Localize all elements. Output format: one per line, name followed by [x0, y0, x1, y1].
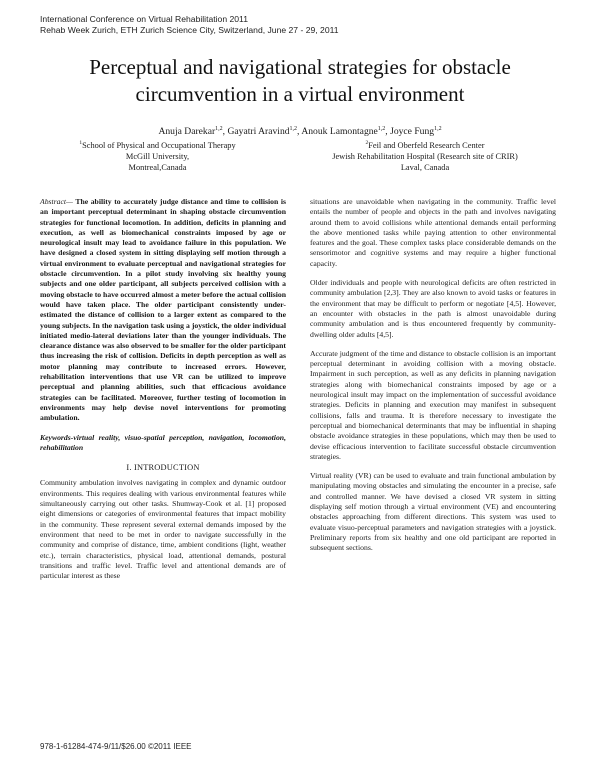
- conference-name: International Conference on Virtual Rehabilitation 2011: [40, 14, 248, 24]
- affiliation-left: $^1$School of Physical and Occupational Therapy McGill University, Montreal,Canada: [79, 140, 236, 172]
- keywords: Keywords-virtual reality, visuo-spatial perception, navigation, locomotion, rehabilitation: [40, 432, 286, 452]
- body-paragraph: Older individuals and people with neurological deficits are often restricted in community ambulation [2,3]. They are also known to avoid tasks or features in the environment that may be difficult to perform or negotiate [4,5]. However, an encounter with obstacles in the path is almost unavoidable during community ambulation and is thus encountered frequently by community-dwelling older adults [4,5].: [310, 278, 556, 339]
- author: Anuja Darekar$^{1,2}$,: [158, 125, 228, 137]
- abstract: Abstract— The ability to accurately judge distance and time to collision is an important perceptual determinant in shaping obstacle circumvention strategies for functional locomotion. In addition, deficits in planning and execution, as well as biomechanical constraints imposed by age or neurological insult may lead to avoidance failure in this population. We have designed a closed system in sitting displaying self motion through a virtual environment to evaluate perceptual and navigational strategies for obstacle circumvention. In a pilot study involving six healthy young subjects and one older participant, all subjects perceived collision with a moving obstacle to have occurred almost a meter before the actual collision would have taken place. The older participant consistently under-estimated the distance of collision to a larger extent as compared to the young subjects. In the navigation task using a joystick, the older individual initiated medio-lateral deviations later than the younger individuals. The clearance distance was also observed to be smaller for the older participant thus increasing the risk of collision. Deficits in depth perception as well as motor planning may contribute to increased errors. However, rehabilitation interventions that use VR can be utilized to improve perceptual and planning abilities, such that efficacious avoidance strategies can be facilitated. Moreover, further testing of locomotion in environments may help devise novel interventions for promoting ambulation.: [40, 197, 286, 423]
- copyright-footer: 978-1-61284-474-9/11/$26.00 ©2011 IEEE: [40, 742, 192, 751]
- title-line-2: circumvention in a virtual environment: [135, 82, 465, 106]
- section-heading-introduction: I. INTRODUCTION: [126, 463, 200, 473]
- affiliation-right: $^2$Feil and Oberfeld Research Center Jewish Rehabilitation Hospital (Research site of CRIR) Laval, Canada: [332, 140, 518, 172]
- right-column: [310, 197, 556, 563]
- left-column: [40, 197, 286, 590]
- author: Gayatri Aravind$^{1,2}$,: [227, 125, 302, 137]
- paper-title: [40, 54, 560, 108]
- body-paragraph: Accurate judgment of the time and distance to obstacle collision is an important perceptual determinant in avoiding collision with a moving obstacle. Impairment in such perception, as well as any deficits in planning navigation strategies along with biomechanical constraints imposed by age or a neurological insult may impact on the implementation of successful avoidance strategies. Deficits in planning and execution may manifest in subsequent collisions, falls and trauma. It is therefore necessary to investigate the perceptual and biomechanical determinants that may be influential in shaping obstacle avoidance strategies in these populations, which may then be used to devise efficacious intervention to facilitate successful obstacle circumvention strategies.: [310, 348, 556, 461]
- author-list: [40, 126, 560, 138]
- intro-paragraph: Community ambulation involves navigating in complex and dynamic outdoor environments. This requires dealing with various environmental features while simultaneously carrying out other tasks. Shumway-Cook et al. [1] proposed eight dimensions or categories of environmental features that impact mobility in the community. These represent several external demands imposed by the environment that need to be met in order to navigate successfully in the community and comprise of distance, time, ambient conditions (light, weather etc.), terrain characteristics, physical load, attentional demands, postural transitions and traffic level. Traffic level and attentional demands are of particular interest as these: [40, 478, 286, 581]
- conference-venue: Rehab Week Zurich, ETH Zurich Science City, Switzerland, June 27 - 29, 2011: [40, 25, 339, 35]
- author: Joyce Fung$^{1,2}$: [390, 125, 442, 137]
- title-line-1: Perceptual and navigational strategies for obstacle: [89, 55, 511, 79]
- body-paragraph: situations are unavoidable when navigating in the community. Traffic level entails the number of people and objects in the path and involves navigating around them to avoid collisions while attentional demands entail performing the above mentioned tasks while paying attention to other environmental features and the goal. These complex tasks place considerable demands on the sensorimotor and cognitive systems and may require a higher functional capacity.: [310, 197, 556, 268]
- author: Anouk Lamontagne$^{1,2}$,: [301, 125, 391, 137]
- body-paragraph: Virtual reality (VR) can be used to evaluate and train functional ambulation by manipulating moving obstacles and simulating the encounter in a precise, safe and controlled manner. We have devised a closed VR system in sitting displaying self motion through a virtual environment (VE) and encountering obstacles approaching from different directions. This system was used to evaluate visuo-perceptual parameters and navigation strategies with a joystick. Preliminary reports from six healthy and one old participant are reported in subsequent sections.: [310, 471, 556, 553]
